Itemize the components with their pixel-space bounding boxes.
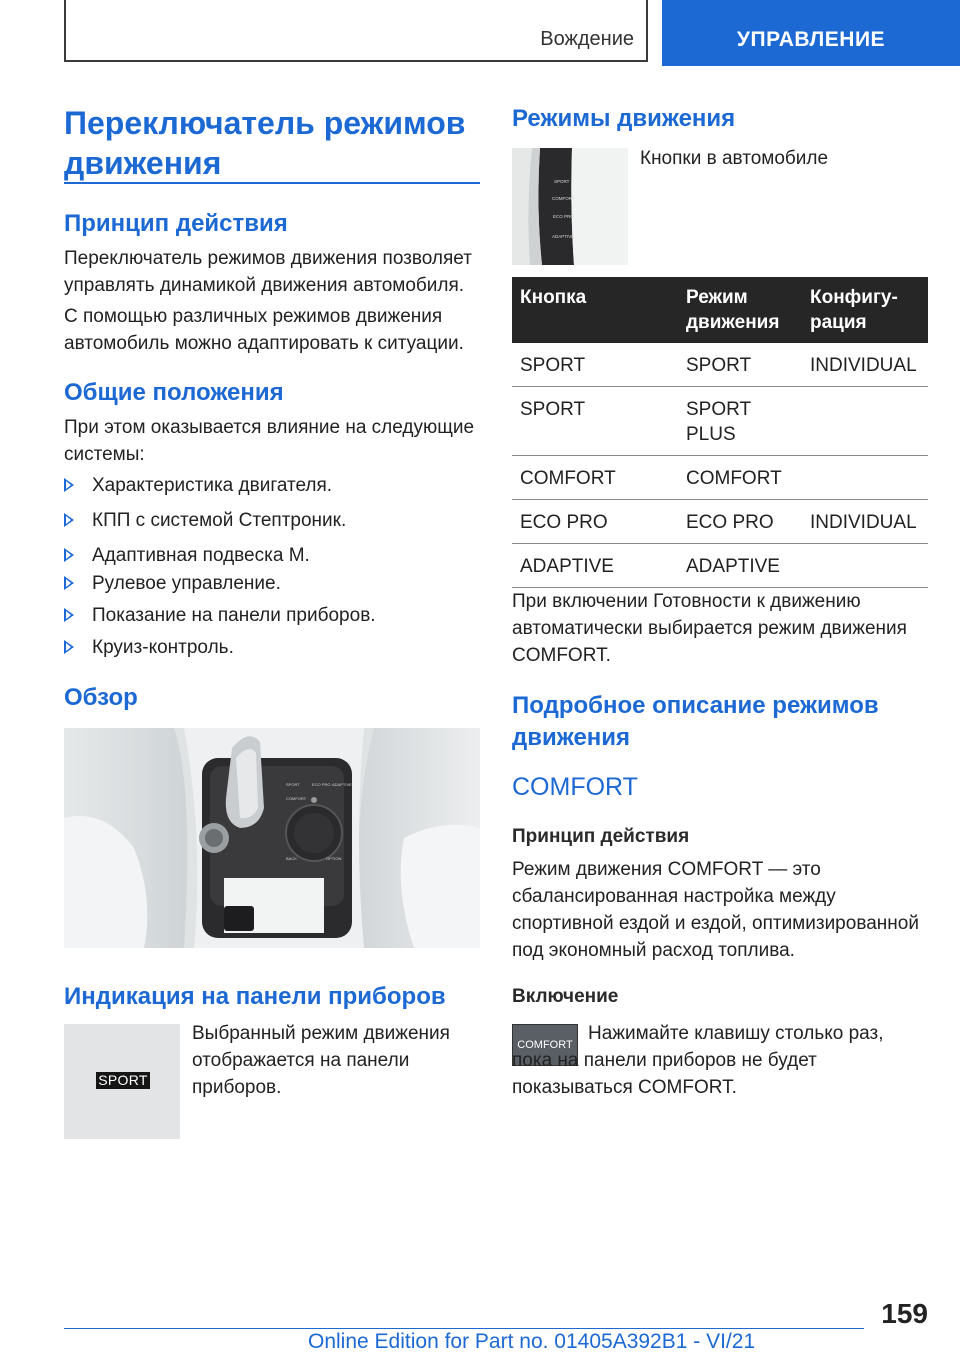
table-cell: COMFORT	[512, 456, 678, 500]
bullet-triangle-icon	[64, 608, 74, 622]
footer-divider	[64, 1328, 864, 1329]
principle-paragraph-1: Переключатель режимов движения позволяет управлять динамикой движения автомобиля.	[64, 248, 472, 296]
general-heading: Общие положения	[64, 379, 284, 406]
table-row	[512, 544, 928, 588]
table-cell: SPORT	[512, 343, 678, 387]
detail-heading: Подробное описание режимов движения	[512, 692, 879, 751]
header-section-label: Вождение	[540, 28, 634, 50]
table-row	[512, 387, 928, 456]
header-chapter-tab	[662, 0, 960, 66]
table-cell: INDIVIDUAL	[802, 343, 928, 387]
table-cell: SPORT PLUS	[678, 387, 802, 456]
table-row	[512, 456, 928, 500]
table-row	[512, 343, 928, 387]
table-header-cell: Режим движения	[678, 277, 802, 343]
general-paragraph: При этом оказывается влияние на следующие системы:	[64, 417, 475, 465]
console-label-option: OPTION	[326, 856, 342, 861]
modes-heading: Режимы движения	[512, 105, 736, 132]
console-label-comfort: COMFORT	[286, 796, 307, 801]
comfort-badge: COMFORT	[517, 1039, 573, 1051]
indication-heading: Индикация на панели приборов	[64, 983, 446, 1010]
activation-heading: Включение	[512, 986, 619, 1007]
console-label-adaptive: ADAPTIVE	[332, 782, 352, 787]
bullet-triangle-icon	[64, 640, 74, 654]
table-cell	[802, 387, 928, 456]
table-cell	[802, 456, 928, 500]
table-cell: ECO PRO	[512, 500, 678, 544]
cluster-indicator-image	[64, 1024, 180, 1139]
bullet-triangle-icon	[64, 478, 74, 492]
button-label-comfort: COMFORT	[552, 196, 575, 201]
button-label-eco-pro: ECO PRO	[553, 214, 574, 219]
indication-paragraph: Выбранный режим движения отображается на панели приборов.	[192, 1023, 450, 1098]
table-header-row	[512, 277, 928, 343]
button-label-adaptive: ADAPTIVE	[552, 234, 575, 239]
table-cell	[802, 544, 928, 588]
mode-buttons-image	[512, 148, 628, 265]
console-label-back: BACK	[286, 856, 297, 861]
activation-paragraph: Нажимайте клавишу столько раз, пока на панели приборов не будет показываться COMFORT.	[512, 1023, 884, 1098]
button-label-sport: SPORT	[554, 179, 570, 184]
overview-heading: Обзор	[64, 684, 138, 711]
modes-table	[512, 277, 928, 588]
comfort-principle-heading: Принцип действия	[512, 826, 690, 847]
principle-paragraph-2: С помощью различных режимов движения автомобиль можно адаптировать к ситуации.	[64, 306, 464, 354]
table-cell: SPORT	[678, 343, 802, 387]
table-cell: ECO PRO	[678, 500, 802, 544]
page-title: Переключатель режимов движения	[64, 105, 466, 181]
bullet-triangle-icon	[64, 548, 74, 562]
buttons-caption: Кнопки в автомобиле	[640, 148, 829, 169]
ready-paragraph: При включении Готовности к движению автоматически выбирается режим движения COMFORT.	[512, 591, 907, 666]
table-cell: ADAPTIVE	[512, 544, 678, 588]
table-header-cell: Конфигу-рация	[802, 277, 928, 343]
header-chapter-label: УПРАВЛЕНИЕ	[736, 28, 886, 51]
table-cell: COMFORT	[678, 456, 802, 500]
title-divider	[64, 182, 480, 184]
bullet-triangle-icon	[64, 513, 74, 527]
console-label-sport: SPORT	[286, 782, 300, 787]
header-section-tab	[64, 0, 648, 62]
comfort-heading: COMFORT	[512, 773, 638, 801]
page-number: 159	[881, 1298, 928, 1329]
table-cell: ADAPTIVE	[678, 544, 802, 588]
edition-label: Online Edition for Part no. 01405A392B1 - VI/21	[308, 1330, 756, 1353]
table-header-cell: Кнопка	[512, 277, 678, 343]
center-console-image	[64, 728, 480, 948]
principle-heading: Принцип действия	[64, 210, 288, 237]
bullet-triangle-icon	[64, 576, 74, 590]
sport-badge: SPORT	[96, 1072, 150, 1089]
table-row	[512, 500, 928, 544]
comfort-principle-paragraph: Режим движения COMFORT — это сбалансированная настройка между спортивной ездой и ездой, оптимизированной под экономный расход топлива.	[512, 859, 919, 961]
console-label-eco-pro: ECO PRO	[312, 782, 331, 787]
table-cell: INDIVIDUAL	[802, 500, 928, 544]
table-cell: SPORT	[512, 387, 678, 456]
